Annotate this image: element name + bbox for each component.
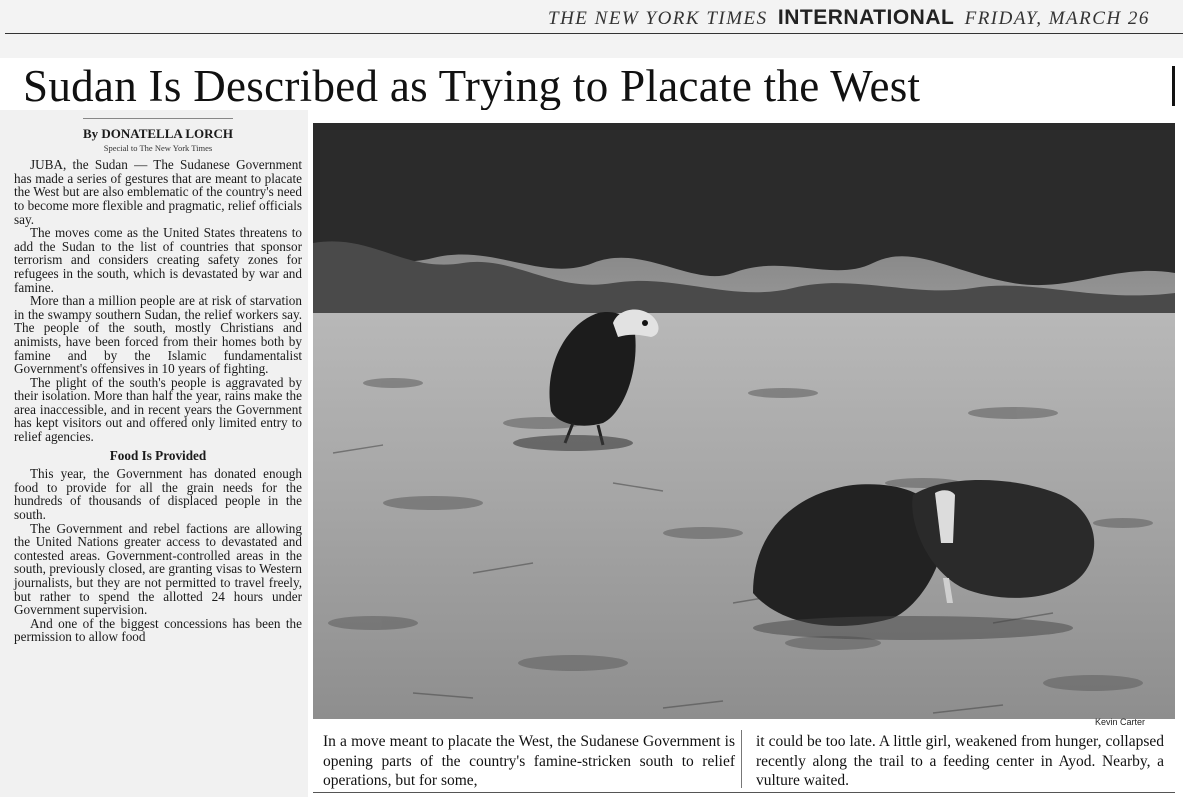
caption-divider <box>741 730 742 788</box>
masthead-paper: THE NEW YORK TIMES <box>548 8 768 29</box>
news-photo <box>313 123 1175 719</box>
article-paragraph: The Government and rebel factions are allowing the United Nations greater access to devastated and contested areas. Government-controlled areas in the south, previously closed, are granting visas to Western journalists, but they are not permitted to travel freely, but rather to spend the allotted 24 hours under Government supervision. <box>14 520 302 618</box>
article-paragraph: JUBA, the Sudan — The Sudanese Government has made a series of gestures that are meant to placate the West but are also emblematic of the country's need to become more flexible and pragmatic, relief officials say. <box>14 157 302 227</box>
article-paragraph: The plight of the south's people is aggravated by their isolation. More than half the year, rains make the area inaccessible, and in recent years the Government has kept visitors out and offered only limited entry to relief agencies. <box>14 374 302 445</box>
dateline-credit: Special to The New York Times <box>103 142 213 153</box>
article-subhead: Food Is Provided <box>109 447 207 463</box>
caption-bottom-rule <box>313 792 1175 793</box>
byline: By DONATELLA LORCH <box>82 126 233 141</box>
photo-caption-left: In a move meant to placate the West, the Sudanese Government is opening parts of the country's famine-stricken south to relief operations, but for some, <box>323 733 735 789</box>
masthead-rule <box>5 33 1183 34</box>
headline: Sudan Is Described as Trying to Placate the West <box>23 62 921 110</box>
article-paragraph: More than a million people are at risk of starvation in the swampy southern Sudan, the relief workers say. The people of the south, mostly Christians and animists, have been forced from their homes both by famine and by the Islamic fundamentalist Government's offensives in 10 years of fighting. <box>14 293 302 377</box>
photo-credit: Kevin Carter <box>1095 717 1146 727</box>
article-column <box>14 118 302 644</box>
article-paragraph: The moves come as the United States threatens to add the Sudan to the list of countries that sponsor terrorism and considers creating safety zones for refugees in the south, which is devastated by war and famine. <box>14 225 302 295</box>
byline-rule <box>83 118 233 119</box>
photo-caption-right: it could be too late. A little girl, weakened from hunger, collapsed recently along the trail to a feeding center in Ayod. Nearby, a vulture waited. <box>756 733 1164 789</box>
masthead-section: INTERNATIONAL <box>777 6 955 29</box>
masthead-date: FRIDAY, MARCH 26 <box>964 8 1150 29</box>
headline-box <box>22 62 1177 110</box>
article-paragraph: And one of the biggest concessions has been the permission to allow food <box>14 615 302 645</box>
headline-rule <box>1172 66 1175 106</box>
article-paragraph: This year, the Government has donated enough food to provide for all the grain needs for the hundreds of thousands of displaced people in the south. <box>14 466 302 523</box>
photo-illustration <box>313 123 1175 719</box>
masthead <box>548 6 1150 30</box>
